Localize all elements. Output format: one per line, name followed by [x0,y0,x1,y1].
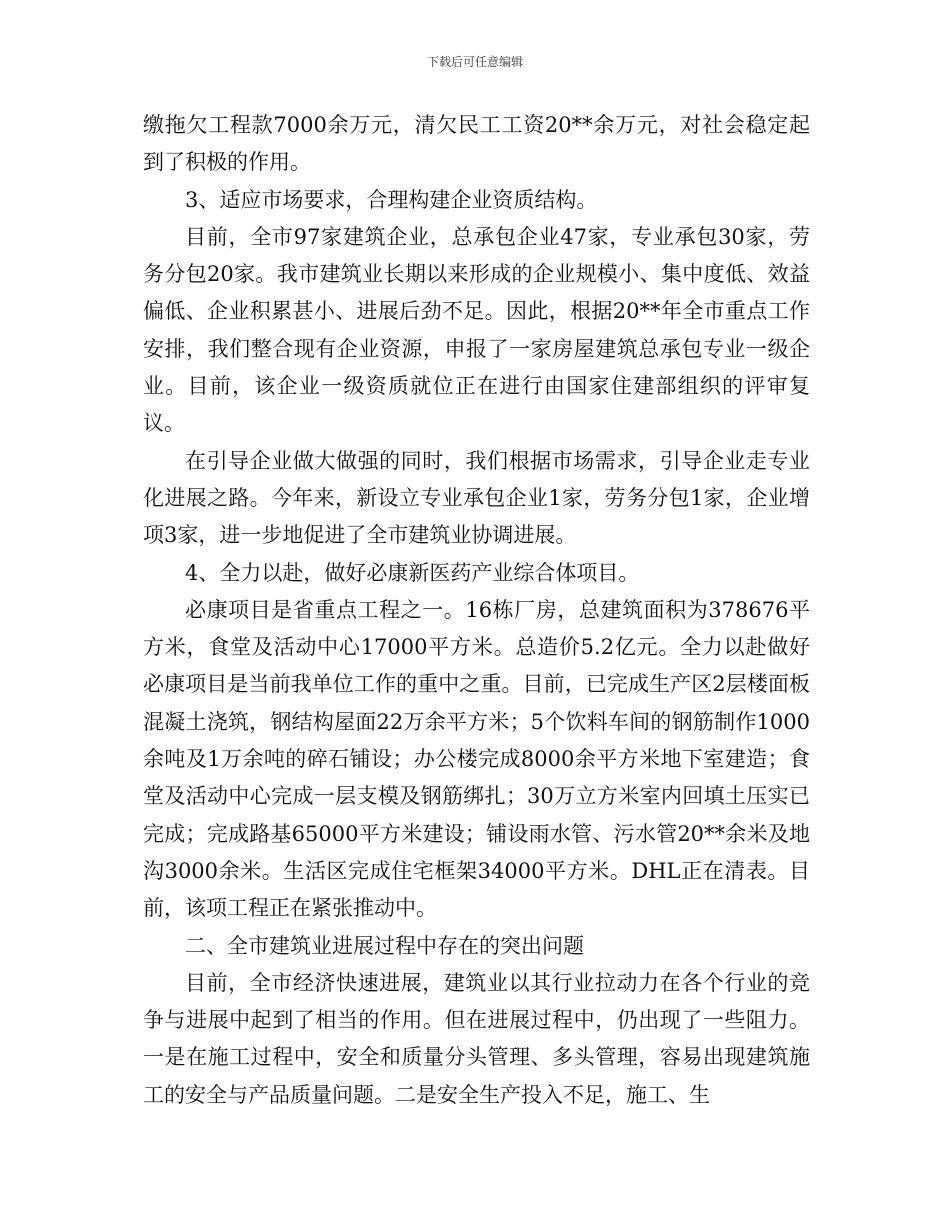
paragraph: 必康项目是省重点工程之一。16栋厂房，总建筑面积为378676平方米，食堂及活动中心17000平方米。总造价5.2亿元。全力以赴做好必康项目是当前我单位工作的重中之重。目前，已完成生产区2层楼面板混凝土浇筑，钢结构屋面22万余平方米；5个饮料车间的钢筋制作1000余吨及1万余吨的碎石铺设；办公楼完成8000余平方米地下室建造；食堂及活动中心完成一层支模及钢筋绑扎；30万立方米室内回填土压实已完成；完成路基65000平方米建设；铺设雨水管、污水管20**余米及地沟3000余米。生活区完成住宅框架34000平方米。DHL正在清表。目前，该项工程正在紧张推动中。 [143,597,810,921]
section-heading: 4、全力以赴，做好必康新医药产业综合体项目。 [185,560,640,585]
document-body [143,107,810,1114]
section-heading: 3、适应市场要求，合理构建企业资质结构。 [185,187,598,212]
page-header: 下载后可任意编辑 [426,55,523,69]
paragraph: 在引导企业做大做强的同时，我们根据市场需求，引导企业走专业化进展之路。今年来，新设立专业承包企业1家，劳务分包1家，企业增项3家，进一步地促进了全市建筑业协调进展。 [143,448,810,548]
paragraph: 目前，全市经济快速进展，建筑业以其行业拉动力在各个行业的竞争与进展中起到了相当的作用。但在进展过程中，仍出现了一些阻力。一是在施工过程中，安全和质量分头管理、多头管理，容易出现建筑施工的安全与产品质量问题。二是安全生产投入不足，施工、生 [143,970,810,1107]
section-heading: 二、全市建筑业进展过程中存在的突出问题 [185,933,584,958]
paragraph-continuation: 缴拖欠工程款7000余万元，清欠民工工资20**余万元，对社会稳定起到了积极的作用。 [143,113,810,175]
paragraph: 目前，全市97家建筑企业，总承包企业47家，专业承包30家，劳务分包20家。我市建筑业长期以来形成的企业规模小、集中度低、效益偏低、企业积累甚小、进展后劲不足。因此，根据20**年全市重点工作安排，我们整合现有企业资源，申报了一家房屋建筑总承包专业一级企业。目前，该企业一级资质就位正在进行由国家住建部组织的评审复议。 [143,224,810,436]
